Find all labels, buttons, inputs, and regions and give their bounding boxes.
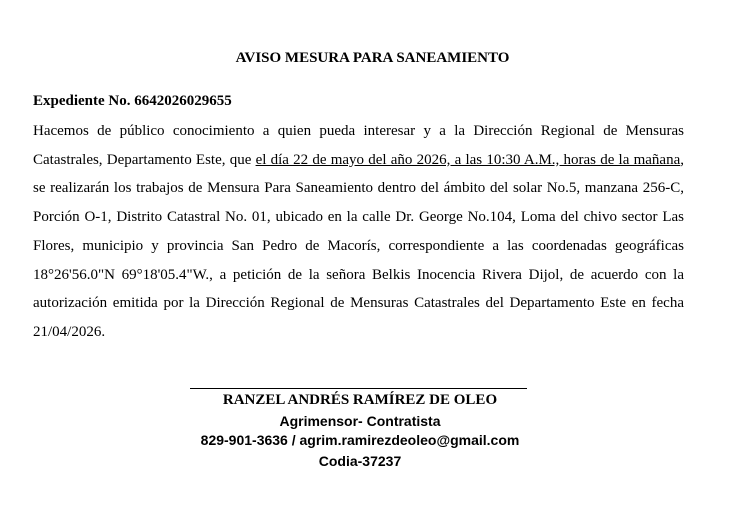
- signature-codia: Codia-37237: [318, 453, 402, 469]
- signature-line: [190, 388, 527, 389]
- notice-paragraph: [33, 117, 684, 347]
- paragraph-details: , se realizarán los trabajos de Mensura Para Saneamiento dentro del ámbito del solar No.5, manzana 256-C, Porción O-1, Distrito Catastral No. 01, ubicado en la calle Dr. George No.104, Loma del chivo sector Las Flores, municipio y provincia San Pedro de Macorís, correspondiente a las coordenadas geográficas 18°26'56.0"N 69°18'05.4"W., a petición de la señora Belkis Inocencia Rivera Dijol, de acuerdo con la autorización emitida por la Dirección Regional de Mensuras Catastrales del Departamento Este en fecha 21/04/2026.: [33, 151, 684, 340]
- paragraph-intro: Hacemos de público conocimiento a quien pueda interesar y a la Dirección Regional de Mensuras Catastrales, Departamento Este, que: [33, 123, 684, 168]
- signature-role: Agrimensor- Contratista: [279, 413, 441, 429]
- signature-contact: 829-901-3636 / agrim.ramirezdeoleo@gmail.com: [200, 432, 520, 448]
- paragraph-date-underlined: el día 22 de mayo del año 2026, a las 10:30 A.M., horas de la mañana: [255, 151, 681, 168]
- expediente-number: Expediente No. 6642026029655: [33, 93, 232, 109]
- document-title: AVISO MESURA PARA SANEAMIENTO: [235, 50, 510, 66]
- signature-name: RANZEL ANDRÉS RAMÍREZ DE OLEO: [222, 392, 498, 408]
